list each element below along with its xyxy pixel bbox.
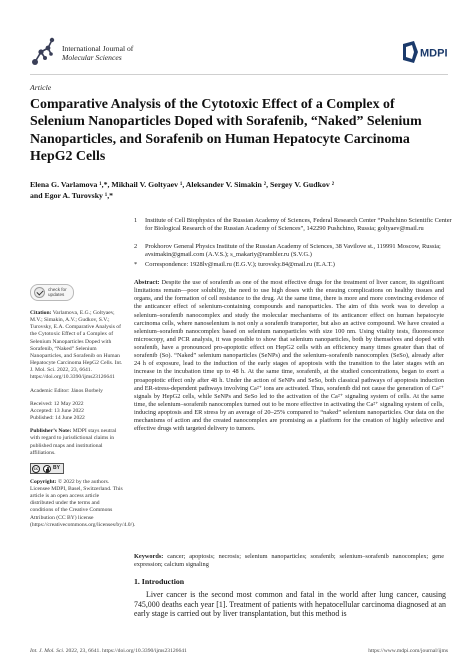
publisher-note-text: MDPI stays neutral with regard to jurisdictional claims in published maps and institutional affiliations.	[30, 428, 117, 456]
copyright-text[interactable]: © 2022 by the authors. Licensee MDPI, Basel, Switzerland. This article is an open access article distributed under the terms and conditions of the Creative Commons Attribution (CC BY) license (https://creativecommons.org/licenses/by/4.0/).	[30, 478, 136, 528]
author-line-1[interactable]: Elena G. Varlamova ¹,*, Mikhail V. Goltyaev ¹, Aleksander V. Simakin ², Sergey V. Gudkov ²	[30, 180, 335, 189]
check-for-updates-label: check for updates	[48, 287, 67, 298]
checkmark-icon	[34, 287, 45, 298]
publisher-note-block	[30, 428, 124, 457]
affiliation-correspondence	[134, 261, 454, 269]
affiliation-text: Prokhorov General Physics Institute of the Russian Academy of Sciences, 38 Vavilove st., 119991 Moscow, Russia; avsimakin@gmail.com (A.V.S.); s_makariy@rambler.ru (S.V.G.)	[145, 243, 441, 259]
sidebar	[30, 310, 136, 535]
keywords-label: Keywords:	[134, 553, 164, 560]
abstract	[134, 279, 444, 433]
section-heading-introduction: 1. Introduction	[134, 577, 185, 586]
footer-citation[interactable]	[30, 648, 187, 654]
journal-name-line1: International Journal of	[62, 44, 134, 53]
academic-editor-label: Academic Editor:	[30, 387, 70, 394]
author-line-2[interactable]: and Egor A. Turovsky ¹,*	[30, 190, 114, 200]
keywords	[134, 553, 444, 569]
academic-editor-block	[30, 388, 124, 395]
abstract-text: Despite the use of sorafenib as one of the most effective drugs for the treatment of liver cancer, its significant limitations remain—poor solubility, the need to use high doses with the ensuing complications on healthy tissues and organs, and the formation of cell resistance to the drug. At the same time, there is more and more convincing evidence of the anticancer effect of selenium-containing compounds and nanoparticles. The aim of this work was to develop a selenium–sorafenib nanocomplex and study the molecular mechanisms of its anticancer effect on human hepatocyte carcinoma cells, where nanoselenium is not only a sorafenib transporter, but also an active compound. We have created a selenium–sorafenib nanocomplex based on selenium nanoparticles with size 100 nm. Using vitality tests, fluorescence microscopy, and PCR analysis, it was possible to show that selenium nanoparticles, both by themselves and doped with sorafenib, have a pronounced pro-apoptotic effect on HepG2 cells with an efficiency many times greater than that of sorafenib (So). “Naked” selenium nanoparticles (SeNPs) and the selenium–sorafenib nanocomplex (SeSo), already after 24 h of exposure, lead to the induction of the early stages of apoptosis with the transition to the later stages with an increase in the incubation time up to 48 h. At the same time, sorafenib, at the studied concentrations, began to exert a proapoptotic effect only after 48 h. Under the action of SeNPs and SeSo, both classical pathways of apoptosis induction and ER-stress-dependent pathways involving Ca²⁺ ions are activated. Thus, sorafenib did not cause the generation of Ca²⁺ signals by HepG2 cells, while SeNPs and SeSo led to the activation of the Ca²⁺ signaling system of cells. At the same time, the selenium–sorafenib nanocomplex turned out to be more effective in activating the Ca²⁺ signaling system of cells, inducing apoptosis and ER stress by an average of 20–25% compared to “naked” selenium nanoparticles. Our data on the mechanisms of action and the created nanocomplex are promising as a platform for the creation of highly selective and effective drugs with targeted delivery to tumors.	[134, 279, 445, 433]
received-date: Received: 12 May 2022	[30, 400, 84, 407]
affiliation-2	[134, 243, 454, 259]
footer-website-link[interactable]: https://www.mdpi.com/journal/ijms	[368, 648, 448, 654]
journal-name	[62, 44, 133, 63]
affiliation-text: Institute of Cell Biophysics of the Russian Academy of Sciences, Federal Research Center “Pushchino Scientific Center for Biological Research of the Russian Academy of Sciences”, 142290 Pushchino, Russia; goltyaev@mail.ru	[145, 217, 452, 233]
mdpi-logo-text: MDPI	[420, 47, 448, 60]
paper-title: Comparative Analysis of the Cytotoxic Effect of a Complex of Selenium Nanoparticles Doped with Sorafenib, “Naked” Selenium Nanoparticles, and Sorafenib on Human Hepatocyte Carcinoma HepG2 Cells	[30, 97, 422, 165]
copyright-block	[30, 478, 136, 529]
abstract-label: Abstract:	[134, 279, 160, 286]
citation-block	[30, 310, 124, 382]
published-date: Published: 14 June 2022	[30, 415, 85, 422]
check-for-updates-button[interactable]	[30, 284, 74, 301]
copyright-label: Copyright:	[30, 478, 57, 485]
correspondence-text[interactable]: Correspondence: 1928lv@mail.ru (E.G.V.); turovsky.84@mail.ru (E.A.T.)	[145, 261, 335, 268]
publisher-note-label: Publisher’s Note:	[30, 428, 72, 435]
keywords-text: cancer; apoptosis; necrosis; selenium nanoparticles; sorafenib; selenium–sorafenib nanocomplex; gene expression; calcium signaling	[134, 553, 444, 569]
cc-by-license-icon[interactable]	[30, 463, 64, 474]
affiliation-marker: *	[134, 261, 138, 268]
affiliation-1	[134, 217, 454, 233]
license-by-label: BY	[53, 464, 60, 471]
affiliation-marker: 2	[134, 243, 138, 250]
citation-label: Citation:	[30, 310, 52, 316]
attribution-person-icon	[43, 465, 51, 473]
article-type: Article	[30, 83, 52, 92]
journal-name-line2: Molecular Sciences	[62, 53, 122, 63]
header-divider	[30, 74, 448, 75]
dates-block	[30, 401, 124, 422]
footer-journal-abbrev: Int. J. Mol. Sci.	[30, 648, 65, 654]
introduction-paragraph: Liver cancer is the second most common and fatal in the world after lung cancer, causing 745,000 deaths each year [1]. Treatment of patients with hepatocellular carcinoma diagnosed at an early stage is carried out by liver transplantation, but this method is	[134, 590, 446, 619]
academic-editor-name: János Borbely	[71, 387, 103, 394]
mdpi-logo-icon	[400, 40, 448, 64]
accepted-date: Accepted: 13 June 2022	[30, 407, 84, 414]
affiliation-marker: 1	[134, 217, 138, 224]
footer-citation-tail: 2022, 23, 6641. https://doi.org/10.3390/ijms23126641	[65, 648, 187, 654]
creative-commons-icon: cc	[33, 465, 39, 471]
journal-logo-icon	[30, 36, 56, 66]
citation-text[interactable]: Varlamova, E.G.; Goltyaev, M.V.; Simakin, A.V.; Gudkov, S.V.; Turovsky, E.A. Comparative Analysis of the Cytotoxic Effect of a Complex of Selenium Nanoparticles Doped with Sorafenib, “Naked” Selenium Nanoparticles, and Sorafenib on Human Hepatocyte Carcinoma HepG2 Cells. Int. J. Mol. Sci. 2022, 23, 6641. https://doi.org/10.3390/ijms23126641	[30, 310, 123, 381]
author-list	[30, 180, 450, 202]
